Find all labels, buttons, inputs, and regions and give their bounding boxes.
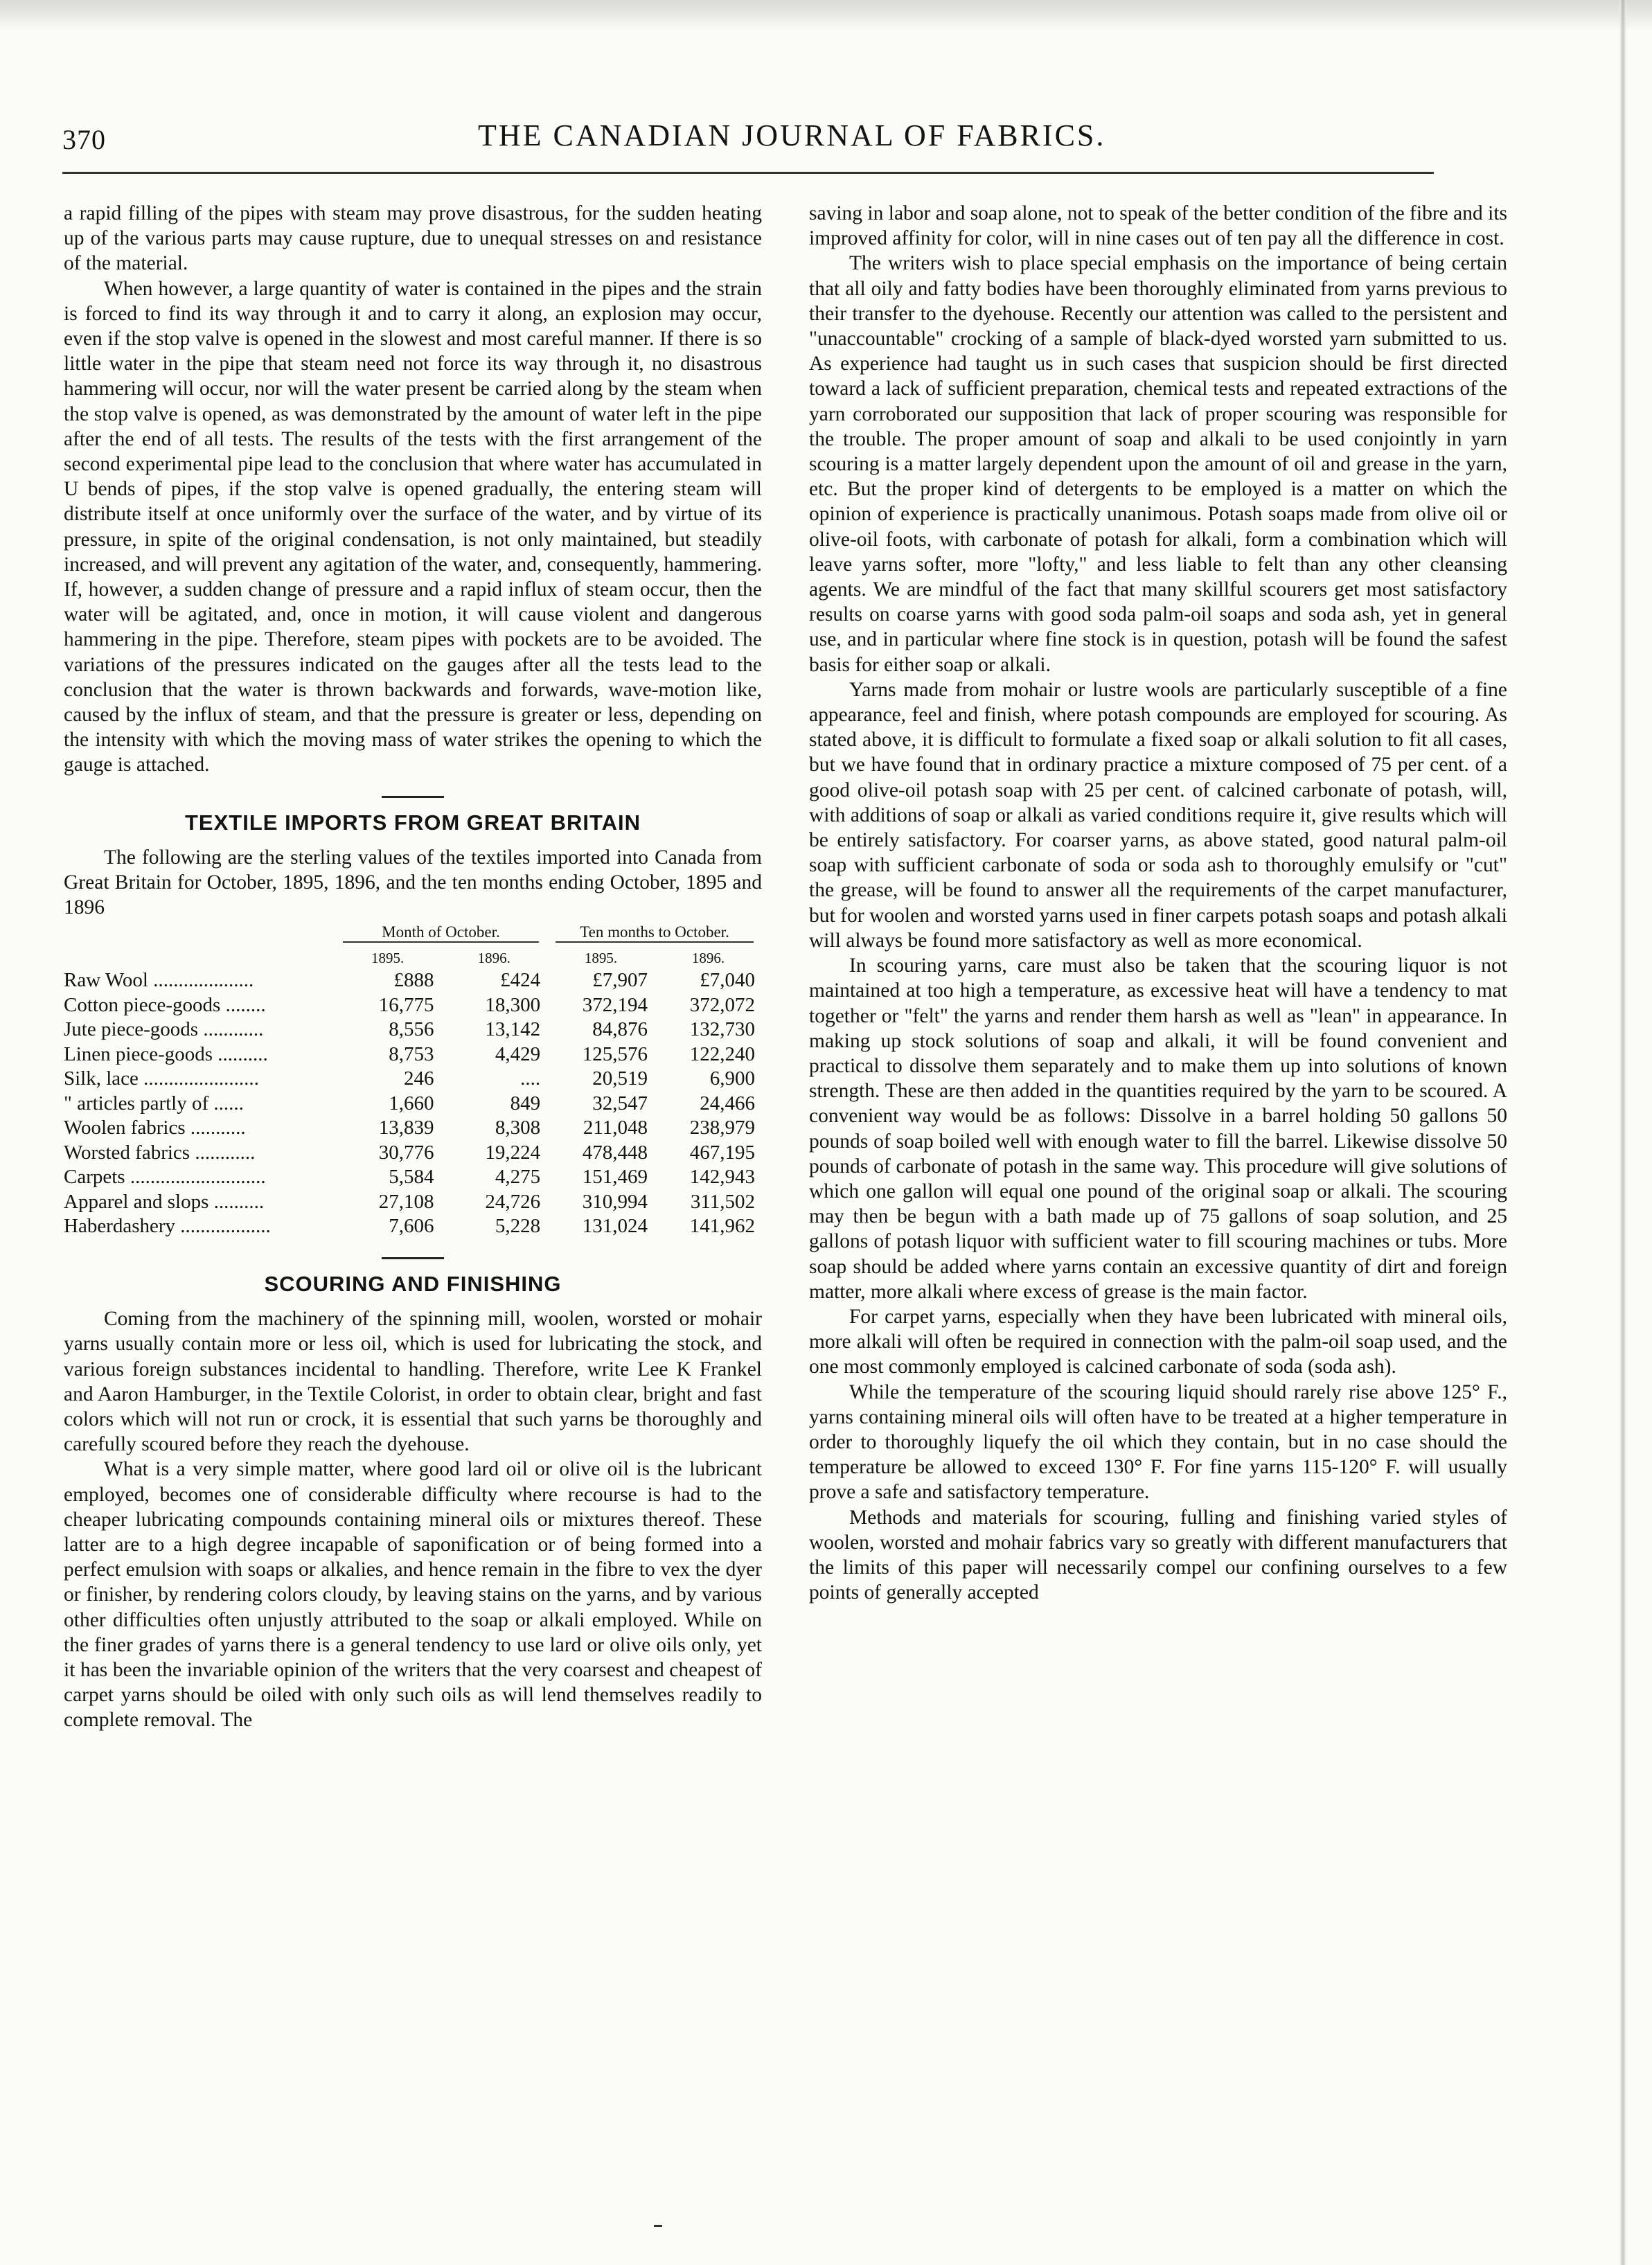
cell-ten-months-1895: 151,469 bbox=[582, 1166, 648, 1189]
paragraph: For carpet yarns, especially when they have been lubricated with mineral oils, more alkali will often be required in connection with the palm-oil soap used, and the one most commonly employed is calcined carbonate of soda (soda ash). bbox=[809, 1305, 1507, 1378]
table-row bbox=[64, 1067, 762, 1092]
row-label: Linen piece-goods .......... bbox=[64, 1042, 268, 1065]
paragraph: In scouring yarns, care must also be taken that the scouring liquor is not maintained at too high a temperature, as excessive heat will have a tendency to mat together or "felt" the yarns and render them harsh as well as "lean" in appearance. In making up stock solutions of soap and alkali, it will be found convenient and practical to dissolve them separately and to make them up into solutions of known strength. These are then added in the quantities required by the yarn to be scoured. A convenient way would be as follows: Dissolve in a barrel holding 50 gallons 50 pounds of soap boiled well with enough water to fill the barrel. Likewise dissolve 50 pounds of carbonate of potash in the same way. This procedure will give solutions of which one gallon will equal one pound of the original soap or alkali. The scouring may then be begun with a bath made up of 75 gallons of soap solution, and 25 gallons of potash liquor with sufficient water to fill scouring machines or tubs. More soap should be added where yarns contain an excessive quantity of dirt and foreign matter, more alkali where excess of grease is the main factor. bbox=[809, 954, 1507, 1303]
page-header bbox=[62, 118, 1448, 166]
year-header: 1896. bbox=[477, 950, 510, 967]
table-year-header bbox=[64, 948, 762, 968]
table-row bbox=[64, 993, 762, 1018]
cell-month-1895: 8,753 bbox=[389, 1042, 434, 1065]
cell-ten-months-1895: 478,448 bbox=[582, 1141, 648, 1164]
cell-month-1896: 13,142 bbox=[485, 1018, 541, 1041]
journal-title: THE CANADIAN JOURNAL OF FABRICS. bbox=[478, 118, 1106, 152]
cell-ten-months-1895: 125,576 bbox=[582, 1042, 648, 1065]
cell-ten-months-1895: 131,024 bbox=[582, 1215, 648, 1238]
cell-ten-months-1895: 32,547 bbox=[592, 1092, 648, 1114]
cell-ten-months-1896: 142,943 bbox=[689, 1166, 755, 1189]
cell-month-1895: 30,776 bbox=[378, 1141, 434, 1164]
cell-ten-months-1896: 372,072 bbox=[689, 993, 755, 1016]
table-row bbox=[64, 1214, 762, 1239]
cell-ten-months-1896: 132,730 bbox=[689, 1018, 755, 1041]
paragraph: Methods and materials for scouring, fulling and finishing varied styles of woolen, worsted and mohair fabrics vary so greatly with different manufacturers that the limits of this paper will necessarily compel our confining ourselves to a few points of generally accepted bbox=[809, 1506, 1507, 1604]
table-row bbox=[64, 1042, 762, 1067]
cell-ten-months-1895: 310,994 bbox=[582, 1190, 648, 1213]
scan-top-edge bbox=[0, 0, 1652, 30]
cell-month-1895: 16,775 bbox=[378, 993, 434, 1016]
cell-month-1895: 246 bbox=[403, 1067, 434, 1090]
table-body bbox=[64, 968, 762, 1239]
table-row bbox=[64, 1116, 762, 1141]
cell-month-1895: 1,660 bbox=[389, 1092, 434, 1114]
cell-month-1895: 7,606 bbox=[389, 1215, 434, 1238]
cell-month-1896: 8,308 bbox=[495, 1117, 541, 1139]
cell-ten-months-1896: 141,962 bbox=[689, 1215, 755, 1238]
year-header: 1896. bbox=[691, 950, 725, 967]
table-row bbox=[64, 1018, 762, 1042]
table-row bbox=[64, 1165, 762, 1190]
cell-month-1896: 4,275 bbox=[495, 1166, 541, 1189]
cell-month-1895: 27,108 bbox=[378, 1190, 434, 1213]
table-row bbox=[64, 1190, 762, 1215]
imports-intro: The following are the sterling values of the textiles imported into Canada from Great Britain for October, 1895, 1896, and the ten months ending October, 1895 and 1896 bbox=[64, 846, 762, 919]
cell-ten-months-1896: 122,240 bbox=[689, 1042, 755, 1065]
row-label: Carpets ........................... bbox=[64, 1166, 266, 1189]
page-number: 370 bbox=[62, 124, 106, 155]
cell-ten-months-1896: 311,502 bbox=[690, 1190, 755, 1213]
cell-ten-months-1896: 24,466 bbox=[700, 1092, 755, 1114]
year-header: 1895. bbox=[584, 950, 618, 967]
imports-table bbox=[64, 924, 762, 1239]
section-divider bbox=[382, 1257, 444, 1259]
group-brace bbox=[556, 941, 754, 947]
cell-month-1896: .... bbox=[520, 1067, 541, 1090]
paragraph: While the temperature of the scouring liquid should rarely rise above 125° F., yarns containing mineral oils will often have to be treated at a higher temperature in order to thoroughly liquefy the oil which they contain, but in no case should the temperature be allowed to exceed 130° F. For fine yarns 115-120° F. will usually prove a safe and satisfactory temperature. bbox=[809, 1380, 1507, 1504]
cell-month-1896: 5,228 bbox=[495, 1215, 541, 1238]
cell-month-1895: 8,556 bbox=[389, 1018, 434, 1041]
row-label: Apparel and slops .......... bbox=[64, 1190, 265, 1213]
group-month-of-october: Month of October. bbox=[382, 923, 500, 941]
table-row bbox=[64, 1092, 762, 1117]
group-brace bbox=[343, 941, 539, 947]
scouring-heading: SCOURING AND FINISHING bbox=[264, 1271, 562, 1296]
cell-ten-months-1895: 20,519 bbox=[592, 1067, 648, 1090]
cell-month-1895: £888 bbox=[393, 969, 434, 992]
paragraph: Yarns made from mohair or lustre wools are particularly susceptible of a fine appearance, feel and finish, where potash compounds are employed for scouring. As stated above, it is difficult to formulate a fixed soap or alkali solution to fit all cases, but we have found that in ordinary practice a mixture composed of 75 per cent. of a good olive-oil potash soap with 25 per cent. of calcined carbonate of potash, will, with additions of soap or alkali as varied conditions require it, give results which will be entirely satisfactory. For coarser yarns, as above stated, good natural palm-oil soap with sufficient carbonate of soda or soda ash to thoroughly emulsify or "cut" the grease, will be found to answer all the requirements of the carpet manufacturer, but for woolen and worsted yarns used in finer carpets potash soaps and potash alkali will always be found more satisfactory as well as more economical. bbox=[809, 678, 1507, 952]
cell-month-1896: 18,300 bbox=[485, 993, 541, 1016]
cell-month-1896: 4,429 bbox=[495, 1042, 541, 1065]
cell-month-1896: 24,726 bbox=[485, 1190, 541, 1213]
table-row bbox=[64, 968, 762, 993]
cell-ten-months-1896: 6,900 bbox=[709, 1067, 755, 1090]
left-column bbox=[64, 201, 762, 1733]
cell-ten-months-1896: £7,040 bbox=[700, 969, 755, 992]
scan-right-edge bbox=[1619, 0, 1626, 2265]
row-label: Silk, lace ....................... bbox=[64, 1067, 259, 1090]
cell-ten-months-1896: 238,979 bbox=[689, 1117, 755, 1139]
paragraph: The writers wish to place special emphasis on the importance of being certain that all oily and fatty bodies have been thoroughly eliminated from yarns previous to their transfer to the dyehouse. Recently our attention was called to the persistent and "unaccountable" crocking of a sample of black-dyed worsted yarn submitted to us. As experience had taught us in such cases that suspicion should be first directed toward a lack of sufficient preparation, chemical tests and repeated extractions of the yarn corroborated our supposition that lack of proper scouring was responsible for the trouble. The proper amount of soap and alkali to be used conjointly in yarn scouring is a matter largely dependent upon the amount of oil and grease in the yarn, etc. But the proper kind of detergents to be employed is a matter on which the opinion of experience is practically unanimous. Potash soaps made from olive oil or olive-oil foots, with carbonate of potash for alkali, form a combination which will leave yarns softer, more "lofty," and less liable to felt than any other cleansing agents. We are mindful of the fact that many skillful scourers get most satisfactory results on coarse yarns with good soda palm-oil soaps and soda ash, yet in general use, and in particular where fine stock is in question, potash will be found the safest basis for either soap or alkali. bbox=[809, 252, 1507, 676]
cell-ten-months-1895: 84,876 bbox=[592, 1018, 648, 1041]
group-ten-months: Ten months to October. bbox=[580, 923, 729, 941]
cell-month-1896: 849 bbox=[510, 1092, 541, 1114]
cell-month-1895: 5,584 bbox=[389, 1166, 434, 1189]
section-divider bbox=[382, 796, 444, 798]
year-header: 1895. bbox=[371, 950, 405, 967]
cell-ten-months-1896: 467,195 bbox=[689, 1141, 755, 1164]
row-label: " articles partly of ...... bbox=[64, 1092, 244, 1114]
cell-month-1895: 13,839 bbox=[378, 1117, 434, 1139]
right-column bbox=[809, 201, 1507, 1605]
cell-ten-months-1895: 372,194 bbox=[582, 993, 648, 1016]
row-label: Raw Wool .................... bbox=[64, 969, 254, 992]
paragraph: Coming from the machinery of the spinning mill, woolen, worsted or mohair yarns usually contain more or less oil, which is used for lubricating the stock, and various foreign substances incidental to handling. Therefore, write Lee K Frankel and Aaron Hamburger, in the Textile Colorist, in order to obtain clear, bright and fast colors which will not run or crock, it is essential that such yarns be thoroughly and carefully scoured before they reach the dyehouse. bbox=[64, 1308, 762, 1456]
table-row bbox=[64, 1141, 762, 1166]
paragraph: When however, a large quantity of water is contained in the pipes and the strain is forced to find its way through it and to carry it along, an explosion may occur, even if the stop valve is opened in the slowest and most careful manner. If there is so little water in the pipe that steam need not force its way through it, no disastrous hammering will occur, nor will the water present be carried along by the steam when the stop valve is opened, as was demonstrated by the amount of water left in the pipe after the end of all tests. The results of the tests with the first arrangement of the second experimental pipe lead to the conclusion that where water has accumulated in U bends of pipes, if the stop valve is opened gradually, the entering steam will distribute itself at once uniformly over the surface of the water, and by virtue of its pressure, in spite of the original condensation, is not only maintained, but steadily increased, and will prevent any agitation of the water, and, consequently, hammering. If, however, a sudden change of pressure and a rapid influx of steam occur, then the water will be agitated, and, once in motion, it will cause violent and dangerous hammering in the pipe. Therefore, steam pipes with pockets are to be avoided. The variations of the pressures indicated on the gauges after all the tests lead to the conclusion that the water is thrown backwards and forwards, wave-motion like, caused by the influx of steam, and that the pressure is greater or less, depending on the intensity with which the moving mass of water strikes the opening to which the gauge is attached. bbox=[64, 277, 762, 776]
row-label: Jute piece-goods ............ bbox=[64, 1018, 264, 1041]
cell-month-1896: £424 bbox=[500, 969, 541, 992]
row-label: Haberdashery .................. bbox=[64, 1215, 271, 1238]
imports-heading: TEXTILE IMPORTS FROM GREAT BRITAIN bbox=[185, 810, 641, 835]
row-label: Cotton piece-goods ........ bbox=[64, 993, 266, 1016]
cell-ten-months-1895: £7,907 bbox=[592, 969, 648, 992]
paragraph: saving in labor and soap alone, not to speak of the better condition of the fibre and its improved affinity for color, will in nine cases out of ten pay all the difference in cost. bbox=[809, 202, 1507, 250]
row-label: Woolen fabrics ........... bbox=[64, 1117, 246, 1139]
paragraph: What is a very simple matter, where good lard oil or olive oil is the lubricant employed, becomes one of considerable difficulty where recourse is had to the cheaper lubricating compounds containing mineral oils or mixtures thereof. These latter are to a high degree incapable of saponification or of being formed into a perfect emulsion with soaps or alkalies, and hence remain in the fibre to vex the dyer or finisher, by rendering colors cloudy, by leaving stains on the yarns, and by various other difficulties often unjustly attributed to the soap or alkali employed. While on the finer grades of yarns there is a general tendency to use lard or olive oils only, yet it has been the invariable opinion of the writers that the very coarsest and cheapest of carpet yarns should be oiled with only such oils as will lend themselves readily to complete removal. The bbox=[64, 1458, 762, 1732]
table-group-header bbox=[64, 924, 762, 941]
header-rule bbox=[62, 172, 1434, 174]
row-label: Worsted fabrics ............ bbox=[64, 1141, 256, 1164]
paragraph: a rapid filling of the pipes with steam may prove disastrous, for the sudden heating up of the various parts may cause rupture, due to unequal stresses on and resistance of the material. bbox=[64, 202, 762, 275]
cell-month-1896: 19,224 bbox=[485, 1141, 541, 1164]
page-foot-mark bbox=[654, 2225, 662, 2227]
cell-ten-months-1895: 211,048 bbox=[583, 1117, 648, 1139]
